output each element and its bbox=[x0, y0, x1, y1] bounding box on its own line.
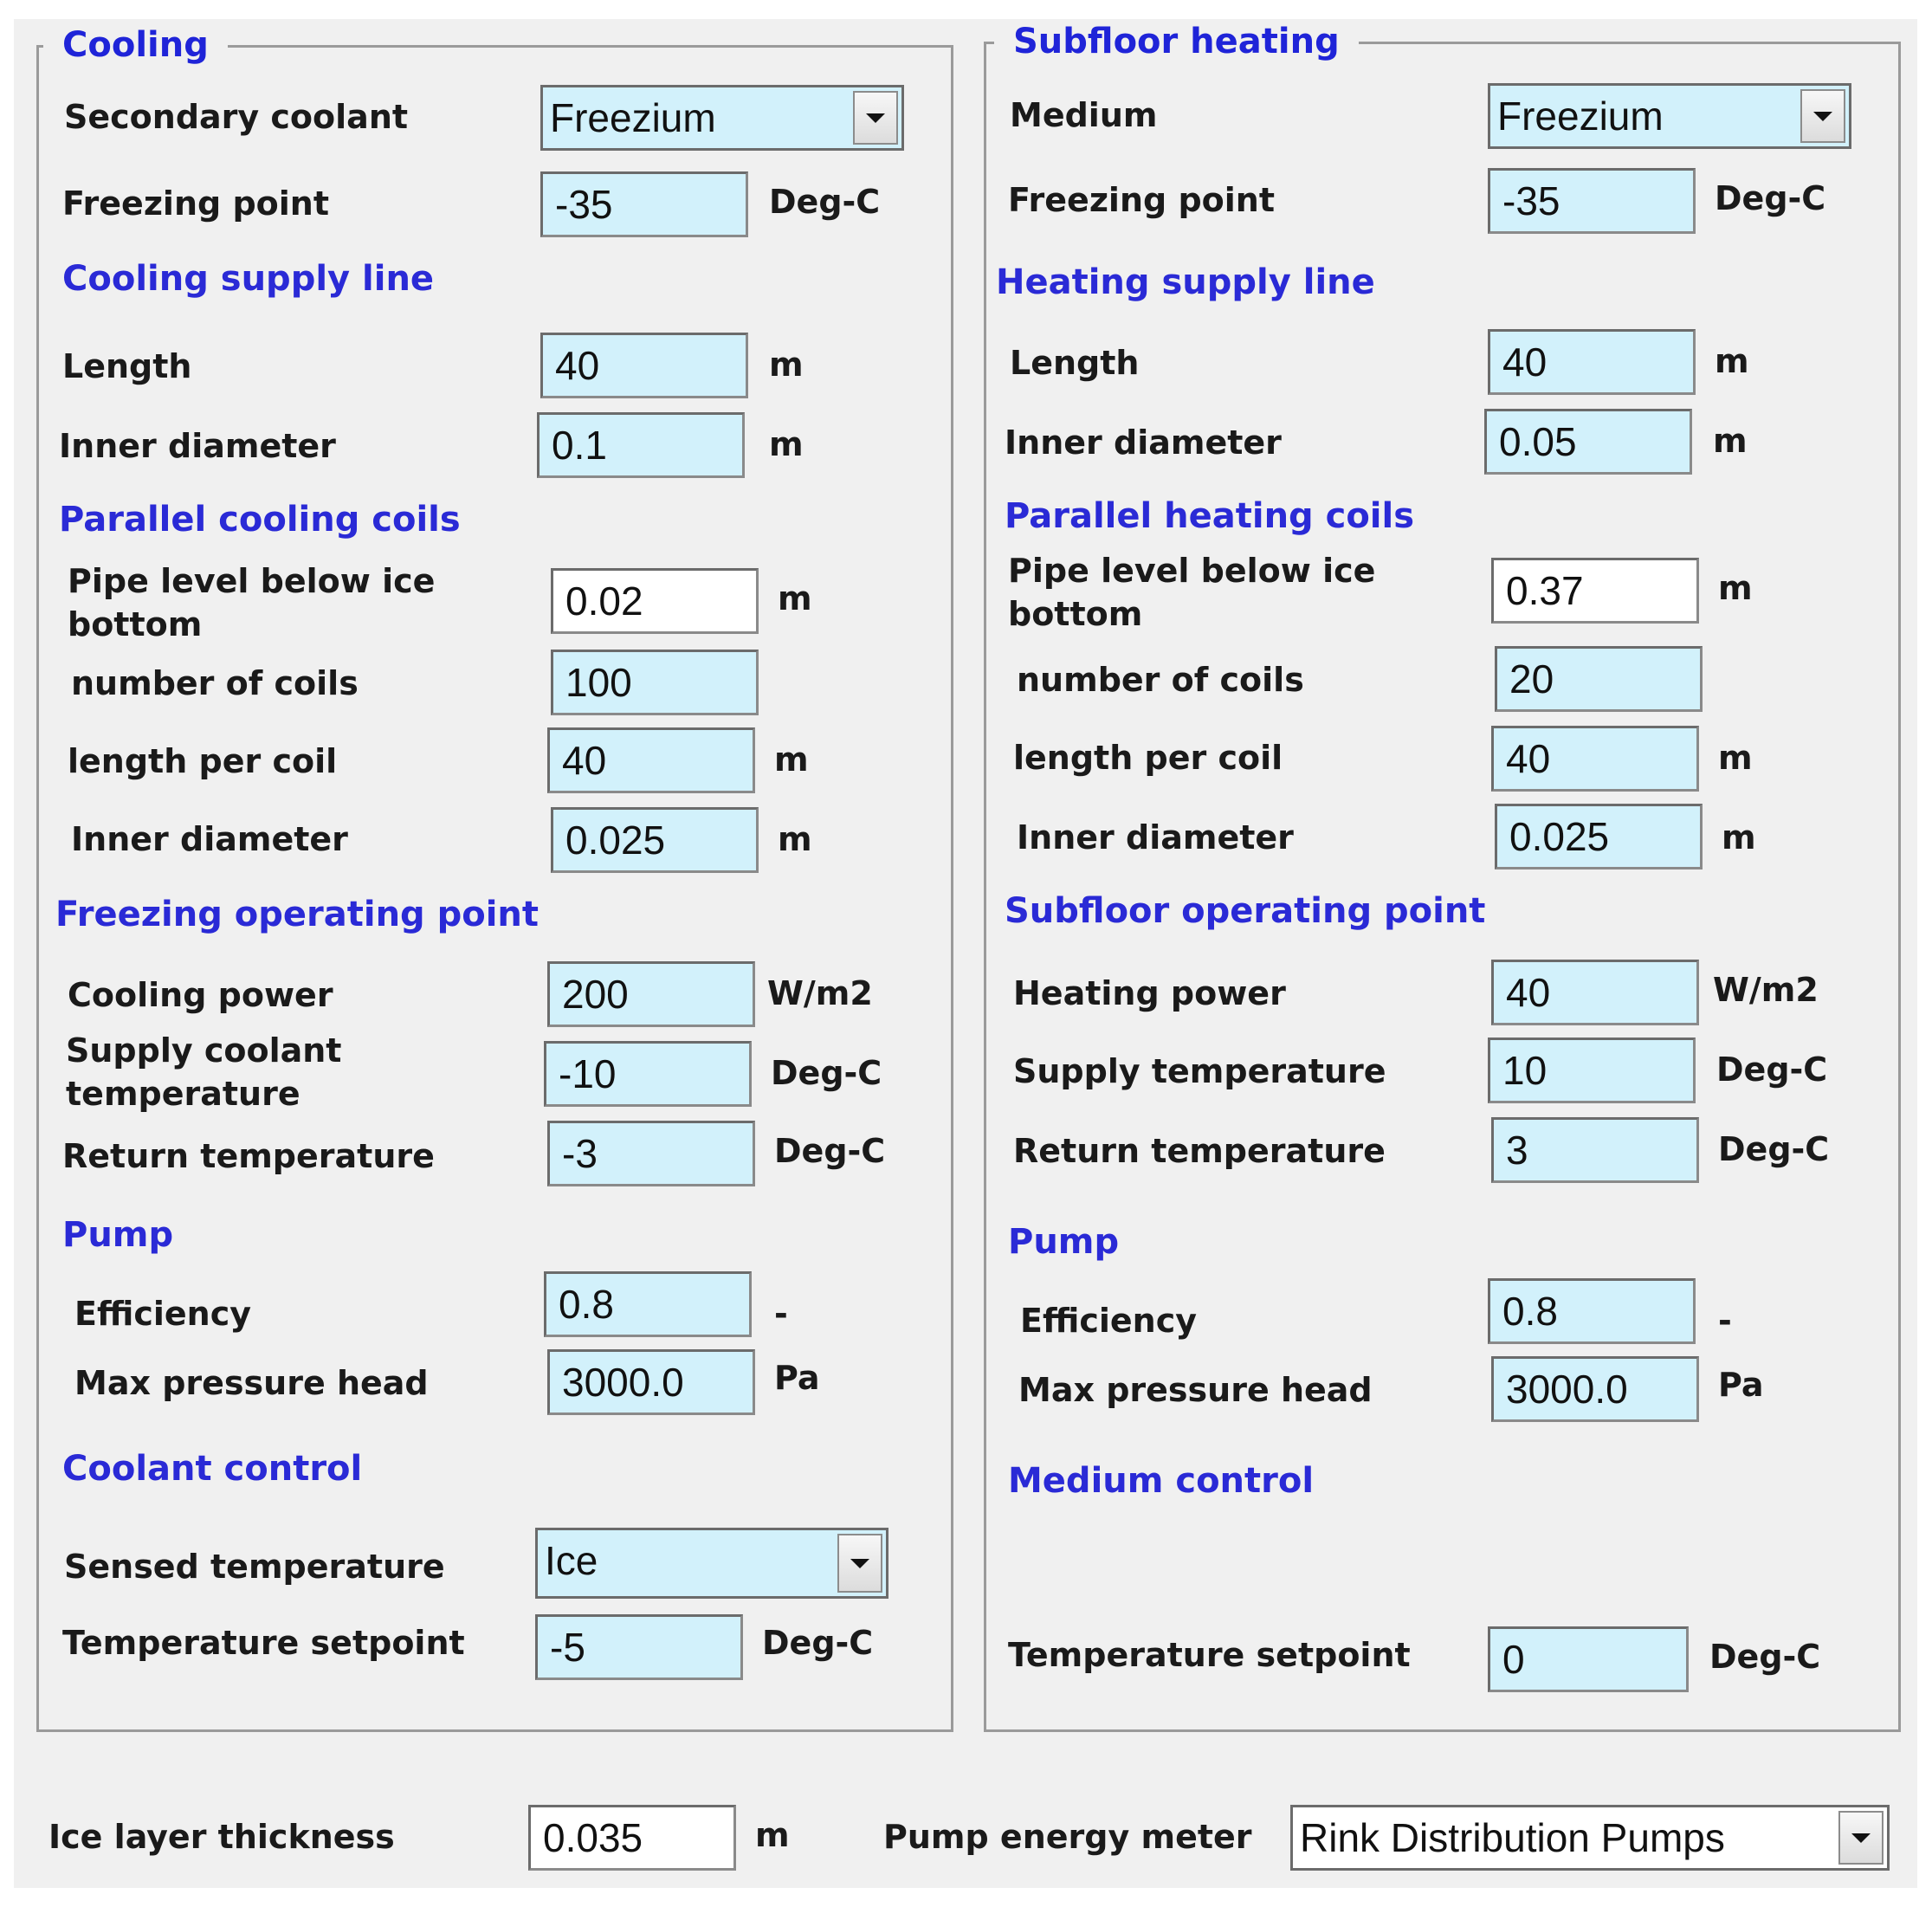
heating-return-temp-label: Return temperature bbox=[1013, 1132, 1386, 1170]
heating-power-label: Heating power bbox=[1013, 974, 1286, 1012]
cooling-freezing-point-unit: Deg-C bbox=[769, 183, 881, 221]
heating-number-of-coils-field[interactable]: 20 bbox=[1495, 646, 1703, 712]
heating-max-head-label: Max pressure head bbox=[1018, 1371, 1373, 1409]
cooling-inner-diameter-label: Inner diameter bbox=[59, 427, 336, 465]
cooling-efficiency-unit: - bbox=[774, 1295, 788, 1333]
heating-freezing-point-field[interactable]: -35 bbox=[1488, 168, 1696, 234]
pump-energy-meter-label: Pump energy meter bbox=[883, 1818, 1252, 1856]
cooling-power-field[interactable]: 200 bbox=[547, 961, 755, 1027]
sensed-temperature-label: Sensed temperature bbox=[64, 1548, 445, 1586]
medium-label: Medium bbox=[1010, 96, 1158, 134]
cooling-coil-inner-diameter-unit: m bbox=[778, 820, 812, 858]
heating-length-label: Length bbox=[1010, 344, 1140, 382]
cooling-setpoint-label: Temperature setpoint bbox=[62, 1624, 465, 1662]
ice-layer-thickness-unit: m bbox=[755, 1816, 790, 1854]
cooling-length-unit: m bbox=[769, 346, 804, 384]
heating-pump-heading: Pump bbox=[1008, 1222, 1120, 1262]
cooling-setpoint-field[interactable]: -5 bbox=[535, 1614, 743, 1680]
cooling-pipe-level-unit: m bbox=[778, 579, 812, 617]
cooling-group-title: Cooling bbox=[43, 24, 228, 66]
heating-pipe-level-label: Pipe level below ice bottom bbox=[1008, 552, 1376, 633]
freezing-operating-point-heading: Freezing operating point bbox=[55, 895, 540, 934]
heating-return-temp-field[interactable]: 3 bbox=[1491, 1117, 1699, 1183]
subfloor-heating-group-title: Subfloor heating bbox=[994, 21, 1359, 62]
cooling-length-label: Length bbox=[62, 347, 192, 385]
ice-layer-thickness-label: Ice layer thickness bbox=[48, 1818, 395, 1856]
cooling-length-per-coil-unit: m bbox=[774, 740, 809, 779]
cooling-max-head-unit: Pa bbox=[774, 1359, 820, 1397]
cooling-return-temp-label: Return temperature bbox=[62, 1137, 435, 1175]
cooling-efficiency-field[interactable]: 0.8 bbox=[544, 1271, 752, 1337]
dropdown-button[interactable] bbox=[837, 1534, 882, 1593]
cooling-return-temp-field[interactable]: -3 bbox=[547, 1121, 755, 1186]
heating-setpoint-field[interactable]: 0 bbox=[1488, 1626, 1689, 1692]
dropdown-button[interactable] bbox=[1800, 89, 1845, 143]
cooling-pipe-level-label: Pipe level below ice bottom bbox=[68, 562, 436, 643]
heating-power-field[interactable]: 40 bbox=[1491, 960, 1699, 1025]
cooling-coil-inner-diameter-label: Inner diameter bbox=[71, 820, 348, 858]
chevron-down-icon bbox=[1851, 1833, 1871, 1843]
cooling-freezing-point-field[interactable]: -35 bbox=[540, 171, 748, 237]
ice-layer-thickness-field[interactable]: 0.035 bbox=[528, 1805, 736, 1871]
heating-length-field[interactable]: 40 bbox=[1488, 329, 1696, 395]
cooling-coils-heading: Parallel cooling coils bbox=[59, 500, 461, 540]
heating-inner-diameter-field[interactable]: 0.05 bbox=[1484, 409, 1692, 475]
heating-max-head-field[interactable]: 3000.0 bbox=[1491, 1356, 1699, 1422]
cooling-number-of-coils-label: number of coils bbox=[71, 664, 359, 702]
heating-setpoint-label: Temperature setpoint bbox=[1008, 1636, 1411, 1674]
heating-inner-diameter-unit: m bbox=[1713, 422, 1748, 460]
medium-dropdown[interactable] bbox=[1488, 83, 1851, 149]
secondary-coolant-dropdown[interactable] bbox=[540, 85, 904, 151]
medium-control-heading: Medium control bbox=[1008, 1461, 1315, 1501]
cooling-length-per-coil-label: length per coil bbox=[68, 742, 338, 780]
cooling-freezing-point-label: Freezing point bbox=[62, 184, 329, 223]
heating-length-per-coil-field[interactable]: 40 bbox=[1491, 726, 1699, 792]
dropdown-button[interactable] bbox=[853, 91, 898, 145]
heating-efficiency-unit: - bbox=[1718, 1302, 1732, 1340]
cooling-inner-diameter-field[interactable]: 0.1 bbox=[537, 412, 745, 478]
cooling-pump-heading: Pump bbox=[62, 1215, 174, 1255]
pump-energy-meter-dropdown[interactable] bbox=[1290, 1805, 1890, 1871]
cooling-supply-temp-label: Supply coolant temperature bbox=[66, 1031, 342, 1113]
cooling-power-label: Cooling power bbox=[68, 976, 333, 1014]
heating-return-temp-unit: Deg-C bbox=[1718, 1130, 1830, 1168]
heating-coil-inner-diameter-unit: m bbox=[1722, 818, 1756, 857]
medium-value: Freezium bbox=[1497, 94, 1664, 139]
heating-supply-temp-label: Supply temperature bbox=[1013, 1052, 1386, 1090]
subfloor-operating-point-heading: Subfloor operating point bbox=[1005, 891, 1486, 931]
pump-energy-meter-value: Rink Distribution Pumps bbox=[1300, 1815, 1725, 1860]
heating-length-per-coil-label: length per coil bbox=[1013, 739, 1283, 777]
heating-inner-diameter-label: Inner diameter bbox=[1005, 423, 1282, 462]
dropdown-button[interactable] bbox=[1838, 1811, 1884, 1865]
cooling-supply-line-heading: Cooling supply line bbox=[62, 259, 435, 299]
secondary-coolant-label: Secondary coolant bbox=[64, 98, 409, 136]
chevron-down-icon bbox=[850, 1559, 869, 1568]
cooling-efficiency-label: Efficiency bbox=[74, 1295, 252, 1333]
heating-coils-heading: Parallel heating coils bbox=[1005, 496, 1415, 536]
coolant-control-heading: Coolant control bbox=[62, 1449, 363, 1489]
cooling-supply-temp-field[interactable]: -10 bbox=[544, 1041, 752, 1107]
cooling-pipe-level-field[interactable]: 0.02 bbox=[551, 568, 759, 634]
heating-pipe-level-unit: m bbox=[1718, 569, 1753, 607]
cooling-length-field[interactable]: 40 bbox=[540, 333, 748, 398]
heating-number-of-coils-label: number of coils bbox=[1017, 661, 1304, 699]
heating-freezing-point-label: Freezing point bbox=[1008, 181, 1275, 219]
heating-supply-temp-unit: Deg-C bbox=[1716, 1050, 1828, 1089]
heating-coil-inner-diameter-field[interactable]: 0.025 bbox=[1495, 804, 1703, 869]
heating-supply-temp-field[interactable]: 10 bbox=[1488, 1038, 1696, 1103]
cooling-return-temp-unit: Deg-C bbox=[774, 1132, 886, 1170]
heating-length-per-coil-unit: m bbox=[1718, 739, 1753, 777]
heating-max-head-unit: Pa bbox=[1718, 1366, 1764, 1404]
cooling-max-head-label: Max pressure head bbox=[74, 1364, 429, 1402]
heating-length-unit: m bbox=[1715, 342, 1749, 380]
chevron-down-icon bbox=[1813, 112, 1832, 121]
cooling-power-unit: W/m2 bbox=[767, 974, 873, 1012]
heating-coil-inner-diameter-label: Inner diameter bbox=[1017, 818, 1294, 857]
heating-pipe-level-field[interactable]: 0.37 bbox=[1491, 558, 1699, 624]
heating-supply-line-heading: Heating supply line bbox=[996, 262, 1375, 302]
sensed-temperature-dropdown[interactable] bbox=[535, 1528, 888, 1599]
cooling-inner-diameter-unit: m bbox=[769, 425, 804, 463]
heating-efficiency-field[interactable]: 0.8 bbox=[1488, 1278, 1696, 1344]
heating-efficiency-label: Efficiency bbox=[1020, 1302, 1198, 1340]
cooling-coil-inner-diameter-field[interactable]: 0.025 bbox=[551, 807, 759, 873]
sensed-temperature-value: Ice bbox=[545, 1538, 598, 1583]
heating-setpoint-unit: Deg-C bbox=[1709, 1638, 1821, 1676]
cooling-supply-temp-unit: Deg-C bbox=[771, 1054, 882, 1092]
secondary-coolant-value: Freezium bbox=[550, 95, 716, 140]
chevron-down-icon bbox=[866, 113, 885, 123]
heating-power-unit: W/m2 bbox=[1713, 971, 1819, 1009]
cooling-max-head-field[interactable]: 3000.0 bbox=[547, 1349, 755, 1415]
heating-freezing-point-unit: Deg-C bbox=[1715, 179, 1826, 217]
cooling-length-per-coil-field[interactable]: 40 bbox=[547, 727, 755, 793]
cooling-setpoint-unit: Deg-C bbox=[762, 1624, 874, 1662]
cooling-number-of-coils-field[interactable]: 100 bbox=[551, 650, 759, 715]
